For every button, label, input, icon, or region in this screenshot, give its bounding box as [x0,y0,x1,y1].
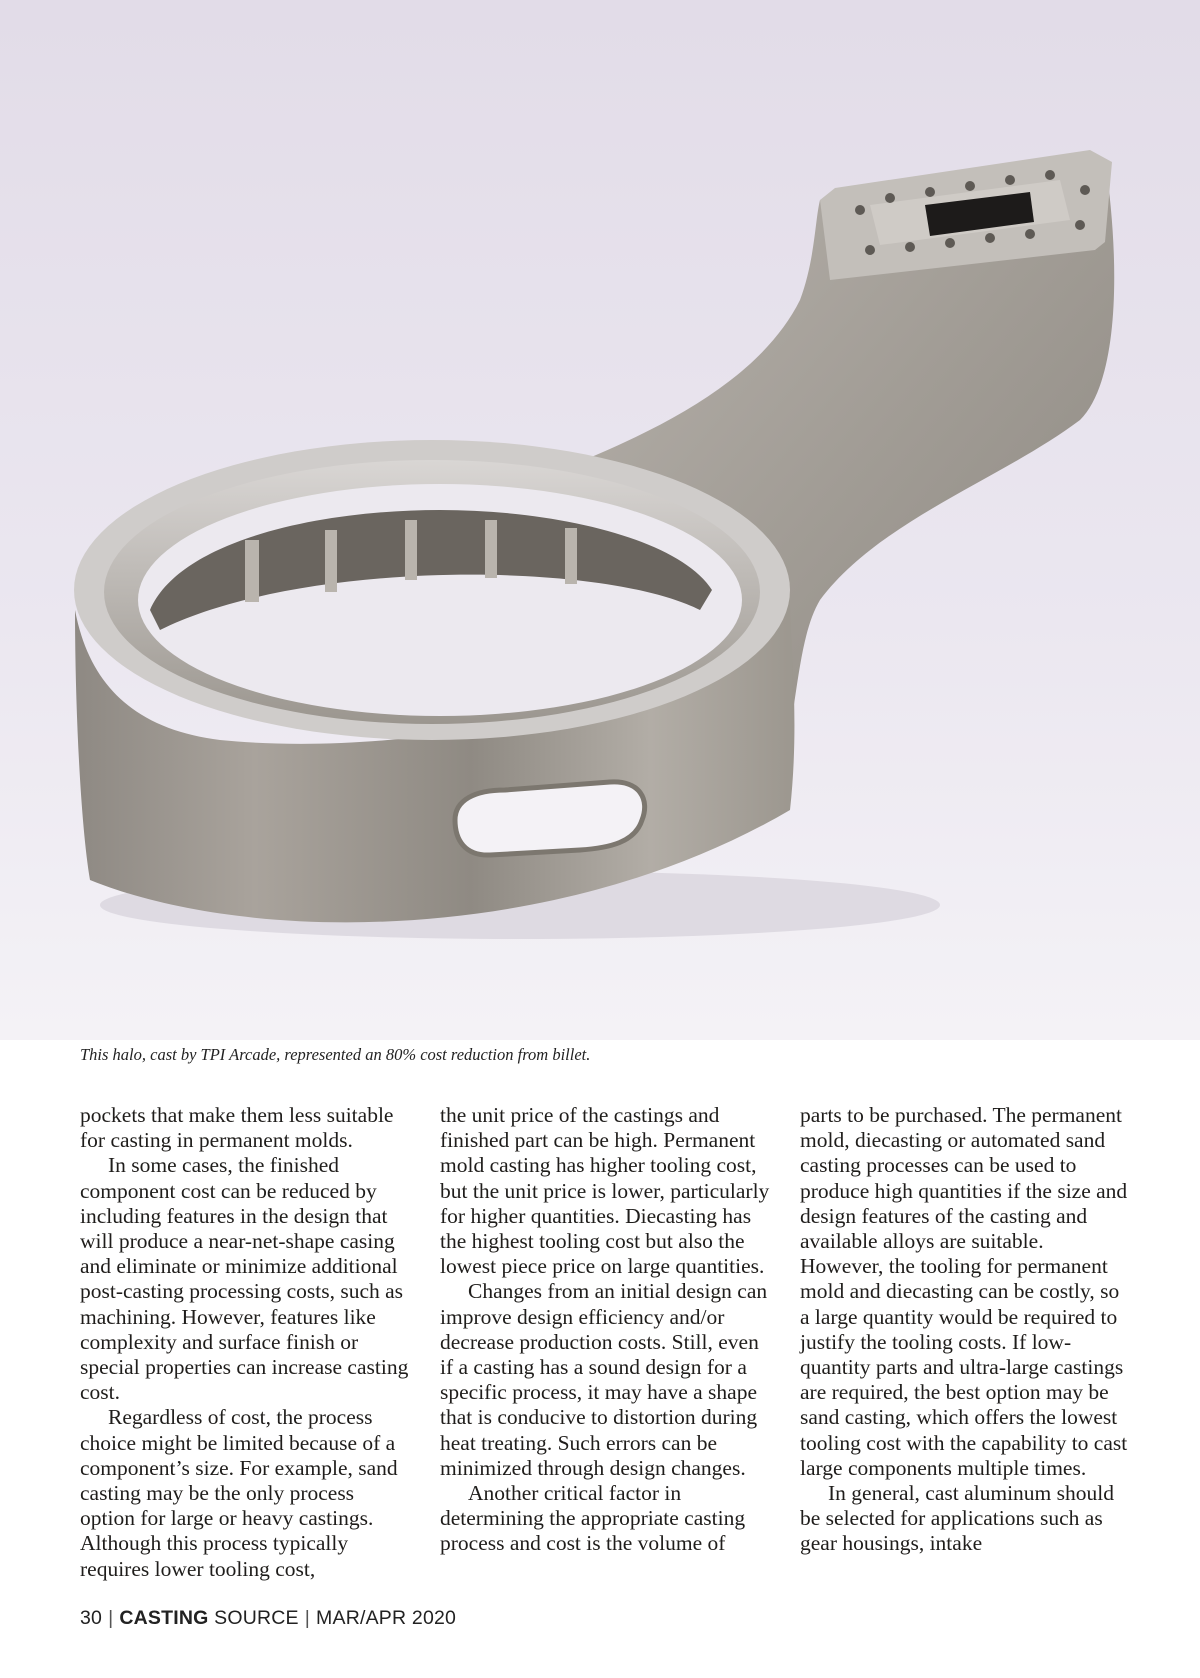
paragraph: Another critical factor in determining the appropriate casting process and cost is the volume of [440,1481,746,1556]
page-number: 30 [80,1607,103,1629]
footer-separator: | [304,1607,311,1629]
paragraph: In some cases, the finished component cost can be reduced by including features in the design that will produce a near-net-shape casing and eliminate or minimize additional post-casting processing costs, such as machining. However, features like complexity and surface finish or special properties can increase casting cost. [80,1153,409,1405]
paragraph: the unit price of the castings and finished part can be high. Permanent mold casting has higher tooling cost, but the unit price is lower, particularly for higher quantities. Diecasting has the highest tooling cost but also the lowest piece price on large quantities. [440,1103,770,1279]
paragraph: Regardless of cost, the process choice might be limited because of a component’s size. For example, sand casting may be the only process option for large or heavy castings. Although this process typically requires lower tooling cost, [80,1405,398,1581]
page-footer [80,1607,456,1630]
paragraph: pockets that make them less suitable for casting in permanent molds. [80,1103,394,1153]
photo-caption: This halo, cast by TPI Arcade, represented an 80% cost reduction from billet. [80,1045,591,1064]
issue-date: MAR/APR 2020 [316,1607,457,1629]
magazine-name-light: SOURCE [214,1607,299,1629]
paragraph: In general, cast aluminum should be selected for applications such as gear housings, intake [800,1481,1114,1556]
text-column-1 [80,1103,410,1582]
magazine-name-bold: CASTING [119,1607,209,1629]
footer-separator: | [108,1607,114,1629]
text-column-3 [800,1103,1130,1557]
paragraph: parts to be purchased. The permanent mold, diecasting or automated sand casting processes can be used to produce high quantities if the size and design features of the casting and available alloys are suitable. However, the tooling for permanent mold and diecasting can be costly, so a large quantity would be required to justify the tooling costs. If low-quantity parts and ultra-large castings are required, the best option may be sand casting, which offers the lowest tooling cost with the capability to cast large components multiple times. [800,1103,1128,1480]
paragraph: Changes from an initial design can improve design efficiency and/or decrease production costs. Still, even if a casting has a sound design for a specific process, it may have a shape that is conducive to distortion during heat treating. Such errors can be minimized through design changes. [440,1279,768,1480]
text-column-2 [440,1103,770,1557]
